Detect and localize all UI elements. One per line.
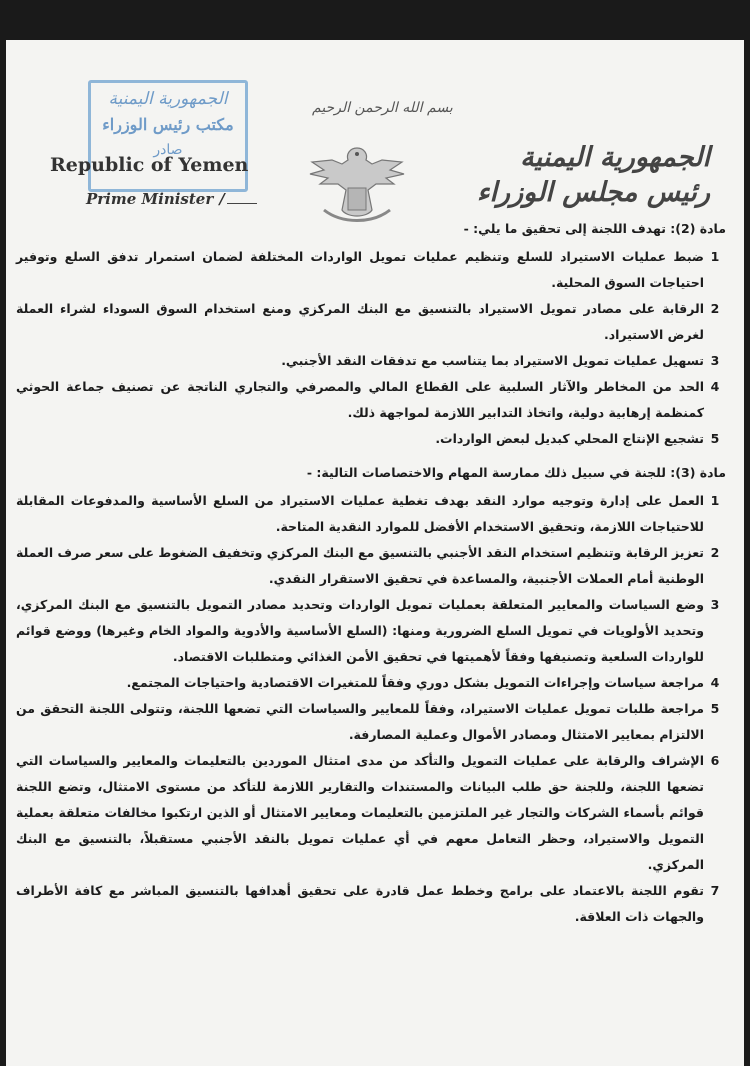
arabic-header xyxy=(477,142,710,208)
item-number: 2 xyxy=(710,301,720,316)
item-text: مراجعة طلبات تمويل عمليات الاستيراد، وفقاً للمعايير والسياسات التي تضعها اللجنة، وتتولى اللجنة التحقق من الالتزام بمعايير الامتثال ومصادر الأموال وعملية المصارفة. xyxy=(16,701,704,742)
article-2-heading: مادة (2): تهدف اللجنة إلى تحقيق ما يلي: - xyxy=(463,221,726,236)
item-number: 1 xyxy=(710,249,720,264)
stamp-line-1: الجمهورية اليمنية xyxy=(108,89,228,109)
stamp-line-3: صادر xyxy=(153,142,183,158)
article-3-heading: مادة (3): للجنة في سبيل ذلك ممارسة المهام والاختصاصات التالية: - xyxy=(306,465,726,480)
item-text: الإشراف والرقابة على عمليات التمويل والتأكد من مدى امتثال الموردين بالتعليمات والمعايير والسياسات التي تضعها اللجنة، وللجنة حق طلب البيانات والمستندات والتقارير اللازمة للتأكد من مستوى الامتثال، وتضع اللجنة قوائم بأسماء الشركات والتجار غير الملتزمين بالتعليمات ومعايير الامتثال أو الذين ارتكبوا مخالفات متعلقة بعملية التمويل والاستيراد، وحظر التعامل معهم في أي عمليات تمويل بالنقد الأجنبي مستقبلاً، بالتنسيق مع البنك المركزي. xyxy=(16,753,704,872)
article-2-item xyxy=(16,374,726,426)
article-2-item xyxy=(16,426,726,452)
item-text: تسهيل عمليات تمويل الاستيراد بما يتناسب مع تدفقات النقد الأجنبي. xyxy=(281,353,704,368)
item-number: 3 xyxy=(710,597,720,612)
republic-of-yemen-label: Republic of Yemen xyxy=(50,154,249,176)
eagle-emblem-icon xyxy=(302,140,412,230)
item-number: 3 xyxy=(710,353,720,368)
article-3-item xyxy=(16,696,726,748)
prime-minister-text: Prime Minister xyxy=(86,190,214,208)
item-text: تعزيز الرقابة وتنظيم استخدام النقد الأجنبي بالتنسيق مع البنك المركزي وتخفيف الضغوط على سعر صرف العملة الوطنية أمام العملات الأجنبية، والمساعدة في تحقيق الاستقرار النقدي. xyxy=(16,545,704,586)
article-2-item xyxy=(16,348,726,374)
item-text: مراجعة سياسات وإجراءات التمويل بشكل دوري وفقاً للمتغيرات الاقتصادية واحتياجات المجتمع. xyxy=(126,675,704,690)
article-2-item xyxy=(16,244,726,296)
basmala-text: بسم الله الرحمن الرحيم xyxy=(312,100,453,116)
article-3-item xyxy=(16,592,726,670)
item-text: العمل على إدارة وتوجيه موارد النقد بهدف تغطية عمليات الاستيراد من السلع الأساسية والمدفوعات المقابلة للاحتياجات اللازمة، وتحقيق الاستخدام الأفضل للموارد النقدية المتاحة. xyxy=(16,493,704,534)
item-text: ضبط عمليات الاستيراد للسلع وتنظيم عمليات تمويل الواردات المختلفة لضمان استمرار تدفق السلع وتوفير احتياجات السوق المحلية. xyxy=(16,249,704,290)
reference-slash: / xyxy=(219,190,225,208)
article-3-item xyxy=(16,748,726,878)
item-text: تشجيع الإنتاج المحلي كبديل لبعض الواردات. xyxy=(435,431,704,446)
article-3-item xyxy=(16,540,726,592)
item-text: تقوم اللجنة بالاعتماد على برامج وخطط عمل قادرة على تحقيق أهدافها بالتنسيق المباشر مع كافة الأطراف والجهات ذات العلاقة. xyxy=(16,883,704,924)
article-3-item xyxy=(16,670,726,696)
item-number: 7 xyxy=(710,883,720,898)
document-body xyxy=(16,218,726,930)
arabic-republic-title: الجمهورية اليمنية xyxy=(520,142,710,173)
item-text: وضع السياسات والمعايير المتعلقة بعمليات تمويل الواردات وتحديد مصادر التمويل بالتنسيق مع البنك المركزي، وتحديد الأولويات في تمويل السلع الضرورية ومنها: (السلع الأساسية والأدوية والمواد الخام وغيرها) ووضع قوائم للواردات السلعية وتصنيفها وفقاً لأهميتها في تحقيق الأمن الغذائي ومتطلبات الاقتصاد. xyxy=(16,597,704,664)
item-number: 5 xyxy=(710,701,720,716)
item-number: 1 xyxy=(710,493,720,508)
item-number: 4 xyxy=(710,675,720,690)
article-3-item xyxy=(16,878,726,930)
item-number: 6 xyxy=(710,753,720,768)
stamp-line-2: مكتب رئيس الوزراء xyxy=(102,115,234,134)
reference-blank xyxy=(227,203,257,204)
prime-minister-label xyxy=(86,190,257,208)
item-text: الرقابة على مصادر تمويل الاستيراد بالتنسيق مع البنك المركزي ومنع استخدام السوق السوداء لشراء العملة لغرض الاستيراد. xyxy=(16,301,704,342)
article-2-item xyxy=(16,296,726,348)
article-3-item xyxy=(16,488,726,540)
item-number: 5 xyxy=(710,431,720,446)
item-number: 2 xyxy=(710,545,720,560)
item-number: 4 xyxy=(710,379,720,394)
arabic-prime-minister-title: رئيس مجلس الوزراء xyxy=(476,177,710,208)
item-text: الحد من المخاطر والآثار السلبية على القطاع المالي والمصرفي والتجاري الناتجة عن تصنيف جماعة الحوثي كمنظمة إرهابية دولية، واتخاذ التدابير اللازمة لمواجهة ذلك. xyxy=(16,379,704,420)
document-page xyxy=(6,40,744,1066)
